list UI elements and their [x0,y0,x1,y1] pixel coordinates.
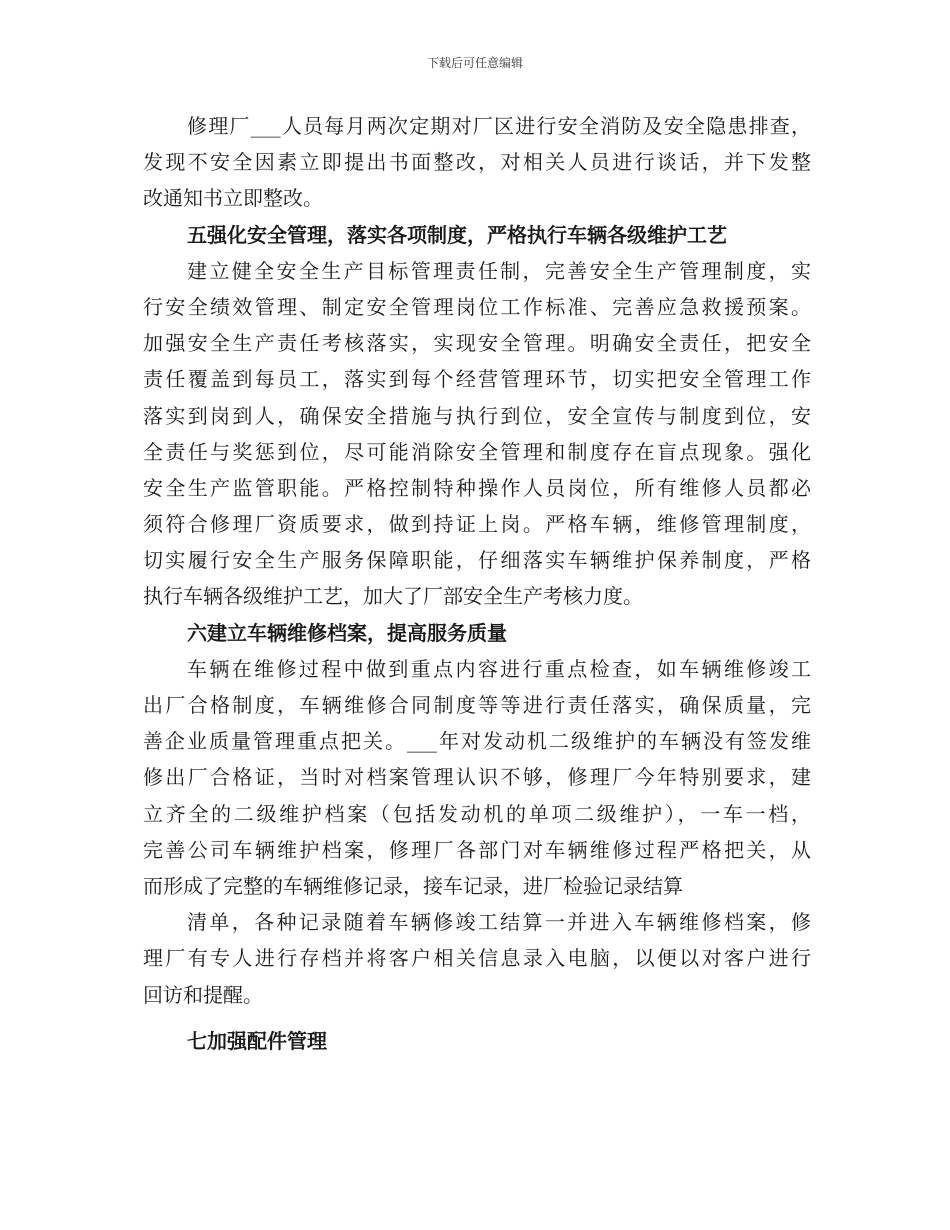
text-line: 而形成了完整的车辆维修记录，接车记录，进厂检验记录结算 [143,873,683,898]
page-header: 下载后可任意编辑 [426,56,523,70]
text-line: 清单，各种记录随着车辆修竣工结算一并进入车辆维修档案，修 [187,910,811,935]
paragraph [143,904,811,1013]
section-heading: 七加强配件管理 [187,1028,327,1053]
paragraph [143,253,811,615]
text-line: 发现不安全因素立即提出书面整改，对相关人员进行谈话，并下发整 [143,150,811,175]
text-line: 安全生产监管职能。严格控制特种操作人员岗位，所有维修人员都必 [143,475,811,500]
paragraph [143,108,811,217]
text-line: 修出厂合格证，当时对档案管理认识不够，修理厂今年特别要求，建 [143,765,811,790]
spacer [143,1013,811,1023]
text-line: 立齐全的二级维护档案（包括发动机的单项二级维护），一车一档， [143,801,811,826]
section-heading: 六建立车辆维修档案，提高服务质量 [187,620,507,645]
text-line: 须符合修理厂资质要求，做到持证上岗。严格车辆，维修管理制度， [143,512,811,537]
text-line: 责任覆盖到每员工，落实到每个经营管理环节，切实把安全管理工作 [143,367,811,392]
text-line: 落实到岗到人，确保安全措施与执行到位，安全宣传与制度到位，安 [143,403,811,428]
text-line: 行安全绩效管理、制定安全管理岗位工作标准、完善应急救援预案。 [143,294,811,319]
text-line: 加强安全生产责任考核落实，实现安全管理。明确安全责任，把安全 [143,331,811,356]
paragraph [143,651,811,904]
text-line: 切实履行安全生产服务保障职能，仔细落实车辆维护保养制度，严格 [143,548,811,573]
text-line: 理厂有专人进行存档并将客户相关信息录入电脑，以便以对客户进行 [143,946,811,971]
text-line: 修理厂___人员每月两次定期对厂区进行安全消防及安全隐患排查， [187,114,811,138]
text-line: 全责任与奖惩到位，尽可能消除安全管理和制度存在盲点现象。强化 [143,439,811,464]
text-line: 执行车辆各级维护工艺，加大了厂部安全生产考核力度。 [143,584,643,609]
text-line: 车辆在维修过程中做到重点内容进行重点检查，如车辆维修竣工 [187,656,811,681]
text-line: 回访和提醒。 [143,982,263,1007]
text-line: 改通知书立即整改。 [143,186,323,211]
document-body [143,108,811,1059]
section-heading: 五强化安全管理，落实各项制度，严格执行车辆各级维护工艺 [187,222,727,247]
text-line: 完善公司车辆维护档案，修理厂各部门对车辆维修过程严格把关，从 [143,837,811,862]
text-line: 建立健全安全生产目标管理责任制，完善安全生产管理制度，实 [187,258,811,283]
text-line: 出厂合格制度，车辆维修合同制度等等进行责任落实，确保质量，完 [143,693,811,717]
text-line: 善企业质量管理重点把关。___年对发动机二级维护的车辆没有签发维 [143,729,811,754]
